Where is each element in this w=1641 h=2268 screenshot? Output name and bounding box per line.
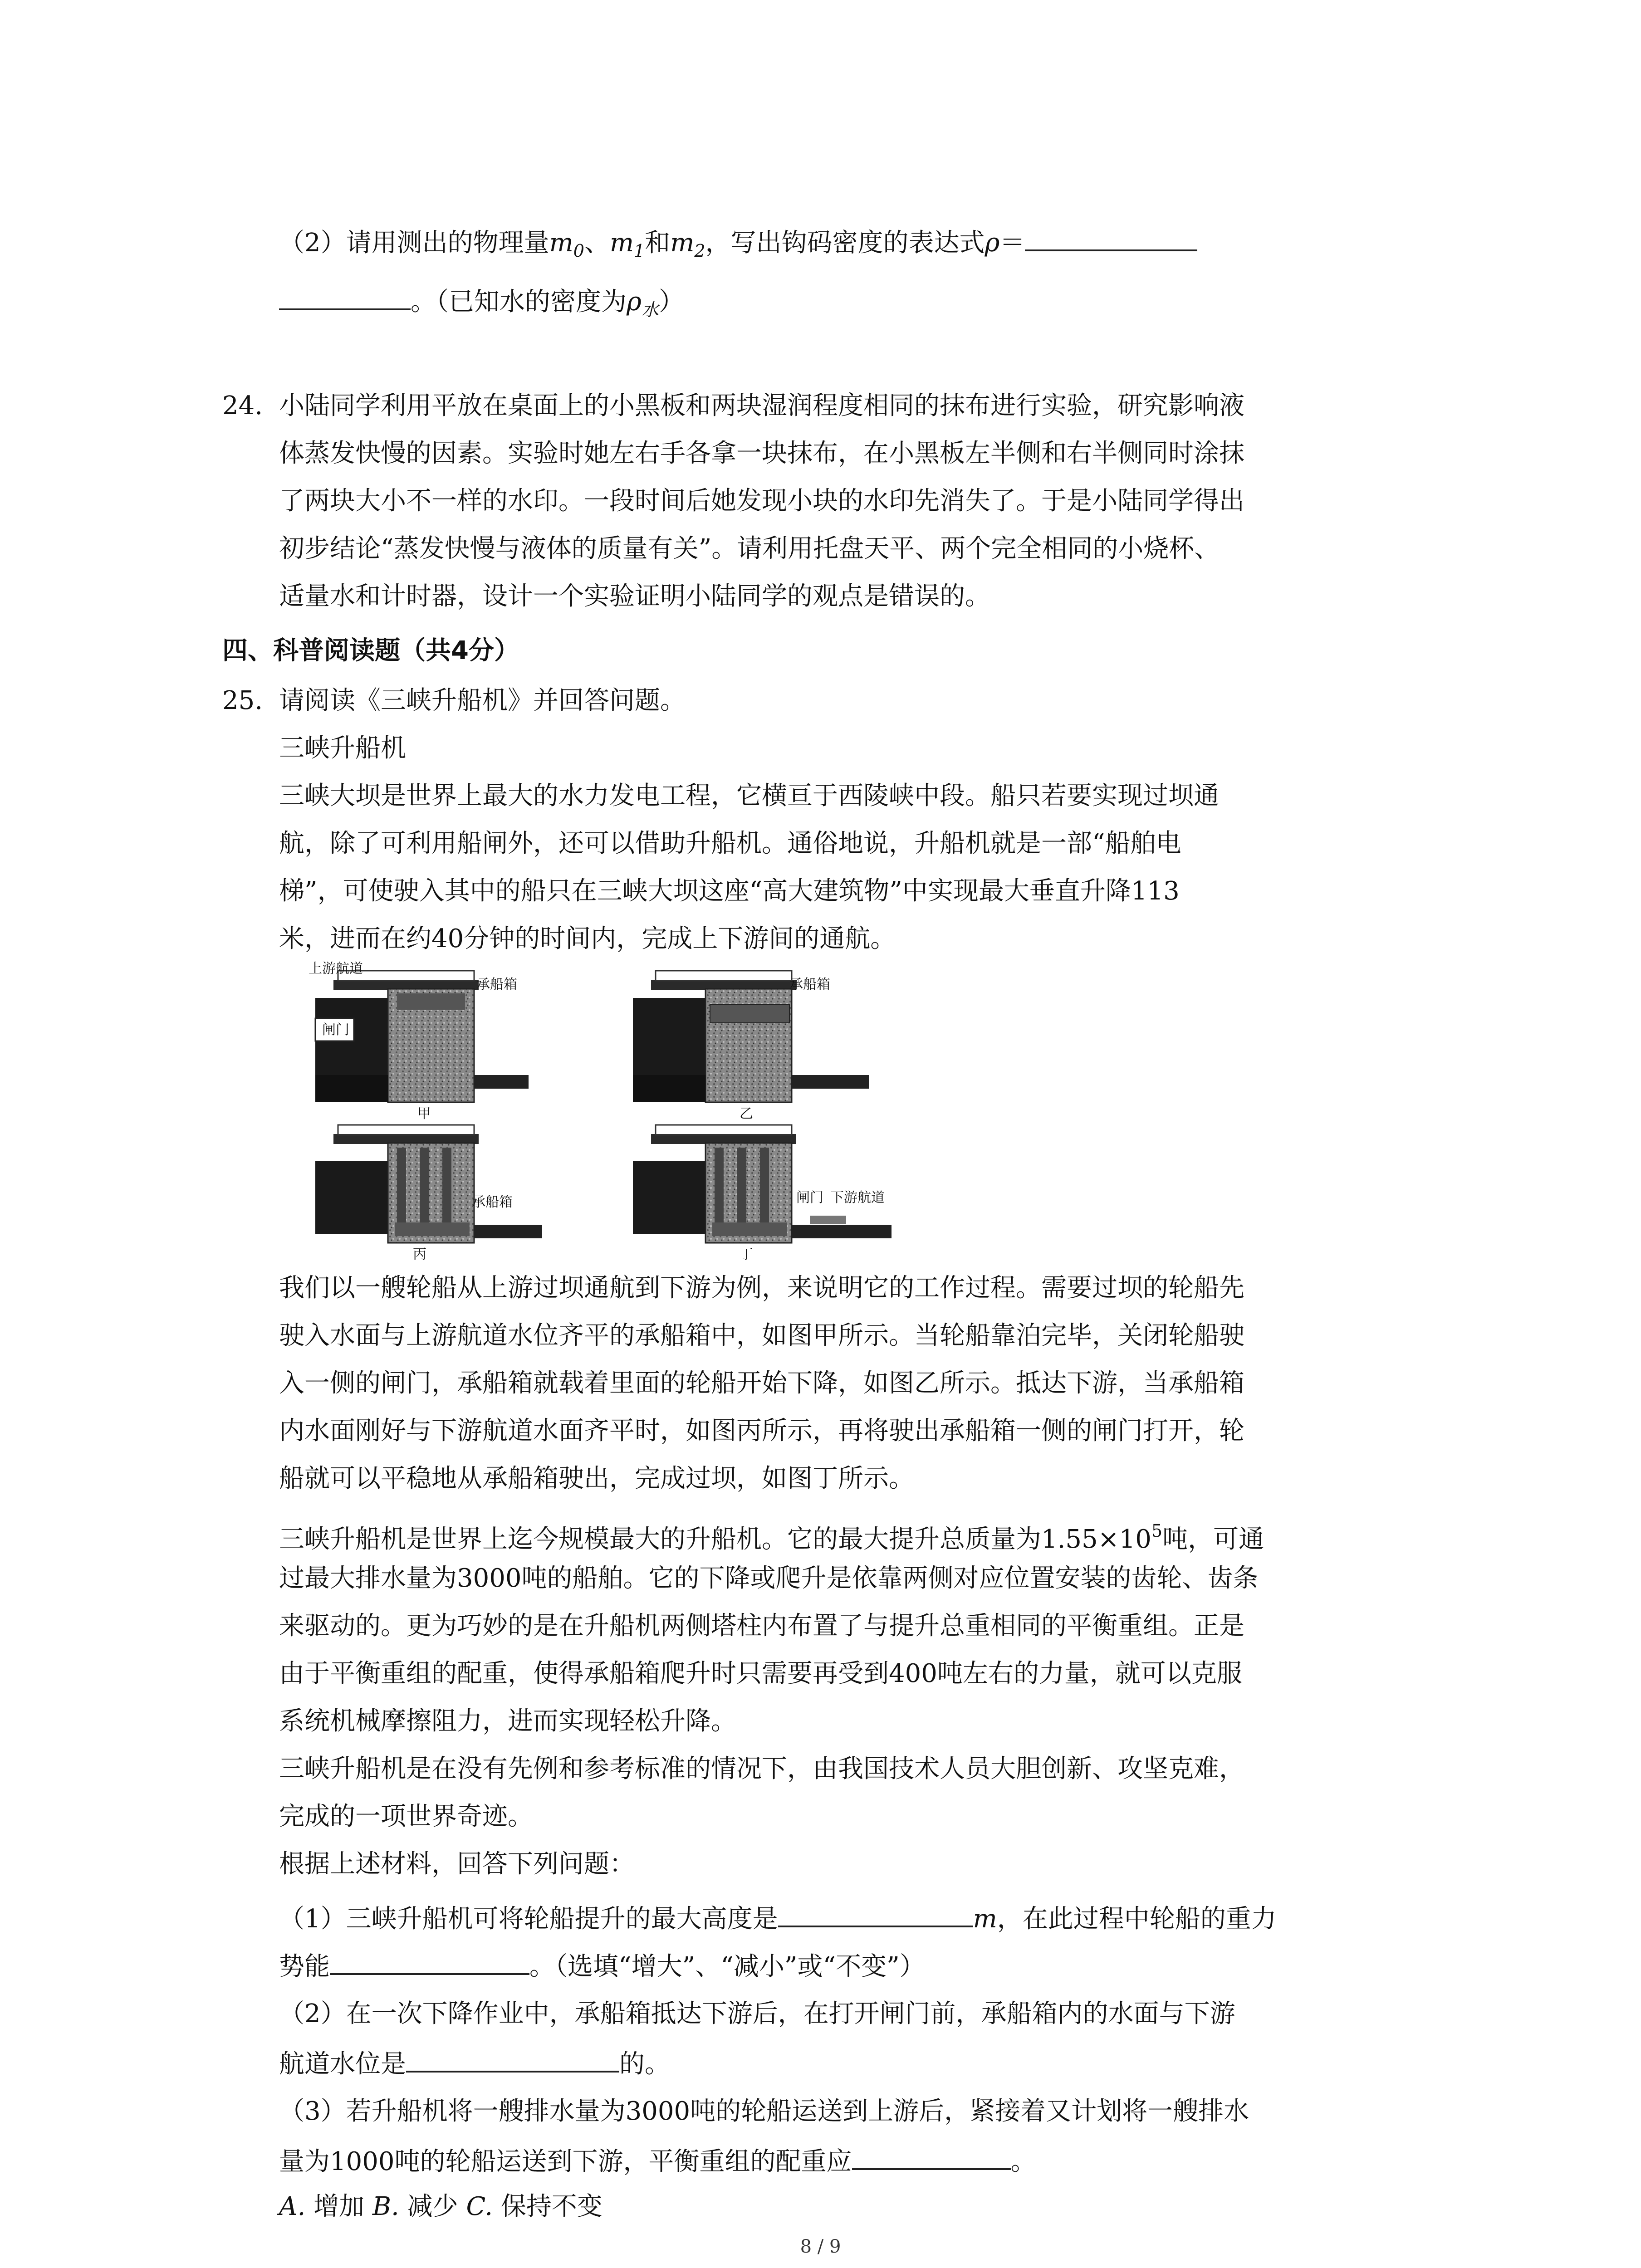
label-ding: 丁 [740, 1246, 753, 1261]
para4-line: 完成的一项世界奇迹。 [279, 1802, 533, 1831]
article-title: 三峡升船机 [279, 733, 406, 763]
option-b-letter: B. [372, 2192, 399, 2221]
para2-line: 入一侧的闸门，承船箱就载着里面的轮船开始下降，如图乙所示。抵达下游，当承船箱 [279, 1369, 1244, 1398]
sub3-line1: （3）若升船机将一艘排水量为3000吨的轮船运送到上游后，紧接着又计划将一艘排水 [279, 2097, 1249, 2126]
para3-line: 来驱动的。更为巧妙的是在升船机两侧塔柱内布置了与提升总重相同的平衡重组。正是 [279, 1611, 1244, 1641]
unit-m: m [973, 1904, 997, 1934]
figure-panel-ding [633, 1125, 892, 1261]
para2-line: 内水面刚好与下游航道水面齐平时，如图丙所示，再将驶出承船箱一侧的闸门打开，轮 [279, 1416, 1244, 1446]
para2-line: 船就可以平稳地从承船箱驶出，完成过坝，如图丁所示。 [279, 1464, 914, 1493]
para3-line: 过最大排水量为3000吨的船舶。它的下降或爬升是依靠两侧对应位置安装的齿轮、齿条 [279, 1564, 1259, 1593]
var-m1: $m_1$ [609, 228, 645, 261]
para1-line: 米，进而在约40分钟的时间内，完成上下游间的通航。 [279, 924, 896, 953]
label-upstream-channel: 上游航道 [309, 962, 363, 977]
label-gate: 闸门 [322, 1022, 349, 1038]
option-a[interactable]: 增加 [314, 2192, 365, 2221]
q24-line: 初步结论“蒸发快慢与液体的质量有关”。请利用托盘天平、两个完全相同的小烧杯、 [279, 534, 1220, 563]
para2-line: 我们以一艘轮船从上游过坝通航到下游为例，来说明它的工作过程。需要过坝的轮船先 [279, 1273, 1244, 1303]
section-title: 四、科普阅读题（共4分） [222, 636, 519, 665]
para3-line [279, 1513, 1264, 1558]
option-c[interactable]: 保持不变 [500, 2192, 603, 2221]
label-bing: 丙 [413, 1246, 426, 1261]
var-rho-water: $\rho_水$ [627, 287, 659, 320]
para4-line: 三峡升船机是在没有先例和参考标准的情况下，由我国技术人员大胆创新、攻坚克难， [279, 1754, 1244, 1784]
sub1-text: 。（选填“增大”、“减小”或“不变”） [529, 1952, 925, 1981]
sub1-text: （1）三峡升船机可将轮船提升的最大高度是 [279, 1904, 778, 1934]
q23-part2-line1 [279, 222, 1197, 269]
figure-panel-yi [633, 971, 869, 1122]
answer-blank-water-level[interactable] [406, 2043, 619, 2072]
q23-note: 。（已知水的密度为 [411, 287, 627, 317]
sub2-line1: （2）在一次下降作业中，承船箱抵达下游后，在打开闸门前，承船箱内的水面与下游 [279, 1999, 1235, 2028]
q24-line: 小陆同学利用平放在桌面上的小黑板和两块湿润程度相同的抹布进行实验，研究影响液 [279, 391, 1244, 420]
q24-number: 24. [222, 391, 263, 420]
label-ship-chamber: 承船箱 [472, 1194, 513, 1210]
q24-line: 了两块大小不一样的水印。一段时间后她发现小块的水印先消失了。于是小陆同学得出 [279, 486, 1244, 516]
var-m2: $m_2$ [670, 228, 705, 261]
answer-blank-height[interactable] [778, 1898, 973, 1927]
sub1-line1 [279, 1898, 1277, 1937]
label-gate: 闸门 [796, 1190, 823, 1206]
equals-sign: ＝ [999, 228, 1025, 258]
option-a-letter: A. [279, 2192, 306, 2221]
label-ship-chamber: 承船箱 [476, 977, 517, 992]
q23-note-end: ） [658, 287, 684, 317]
sub1-line2 [279, 1946, 925, 1985]
q23-part2-prefix: （2）请用测出的物理量 [279, 228, 549, 258]
answer-blank-potential-energy[interactable] [330, 1946, 529, 1975]
label-ship-chamber: 承船箱 [789, 977, 830, 992]
q23-part2-line2 [279, 281, 684, 328]
prompt: 根据上述材料，回答下列问题： [279, 1849, 635, 1879]
answer-blank-rho-a[interactable] [1025, 222, 1197, 251]
options-line [279, 2189, 603, 2225]
sub2-text: 的。 [619, 2049, 670, 2079]
label-downstream-channel: 下游航道 [830, 1190, 885, 1206]
answer-blank-counterweight[interactable] [852, 2141, 1011, 2170]
sub2-line2 [279, 2043, 670, 2082]
para3-text: 三峡升船机是世界上迄今规模最大的升船机。它的最大提升总质量为1.55×10 [279, 1525, 1151, 1554]
q23-part2-mid: ，写出钩码密度的表达式 [705, 228, 985, 258]
q24-line: 适量水和计时器，设计一个实验证明小陆同学的观点是错误的。 [279, 582, 990, 611]
answer-blank-rho-b[interactable] [279, 281, 411, 310]
para3-line: 系统机械摩擦阻力，进而实现轻松升降。 [279, 1706, 736, 1736]
sub2-text: 航道水位是 [279, 2049, 406, 2079]
option-c-letter: C. [466, 2192, 493, 2221]
q25-number: 25. [222, 686, 263, 715]
para1-line: 梯”，可使驶入其中的船只在三峡大坝这座“高大建筑物”中实现最大垂直升降113 [279, 876, 1180, 906]
separator: 、 [584, 228, 610, 258]
var-m0: $m_0$ [549, 228, 584, 261]
q25-intro: 请阅读《三峡升船机》并回答问题。 [279, 686, 686, 715]
para1-line: 航，除了可利用船闸外，还可以借助升船机。通俗地说，升船机就是一部“船舶电 [279, 829, 1181, 858]
label-yi: 乙 [740, 1106, 753, 1122]
q24-line: 体蒸发快慢的因素。实验时她左右手各拿一块抹布，在小黑板左半侧和右半侧同时涂抹 [279, 439, 1244, 468]
exponent: 5 [1151, 1521, 1163, 1541]
figure-panel-jia [309, 962, 529, 1122]
para2-line: 驶入水面与上游航道水位齐平的承船箱中，如图甲所示。当轮船靠泊完毕，关闭轮船驶 [279, 1321, 1244, 1350]
option-b[interactable]: 减少 [407, 2192, 458, 2221]
sub3-text: 。 [1010, 2147, 1036, 2176]
para3-text: 吨，可通 [1162, 1525, 1264, 1554]
para3-line: 由于平衡重组的配重，使得承船箱爬升时只需要再受到400吨左右的力量，就可以克服 [279, 1659, 1242, 1688]
sub3-line2 [279, 2141, 1036, 2180]
sub1-text: ，在此过程中轮船的重力 [997, 1904, 1277, 1934]
label-jia: 甲 [417, 1106, 431, 1122]
sub3-text: 量为1000吨的轮船运送到下游，平衡重组的配重应 [279, 2147, 852, 2176]
sub1-text: 势能 [279, 1952, 330, 1981]
para1-line: 三峡大坝是世界上最大的水力发电工程，它横亘于西陵峡中段。船只若要实现过坝通 [279, 781, 1219, 811]
page-number: 8 / 9 [800, 2236, 841, 2257]
and-text: 和 [645, 228, 671, 258]
figure-panel-bing [315, 1125, 542, 1261]
var-rho: ρ [985, 228, 1000, 258]
ship-lift-figure [306, 962, 987, 1261]
